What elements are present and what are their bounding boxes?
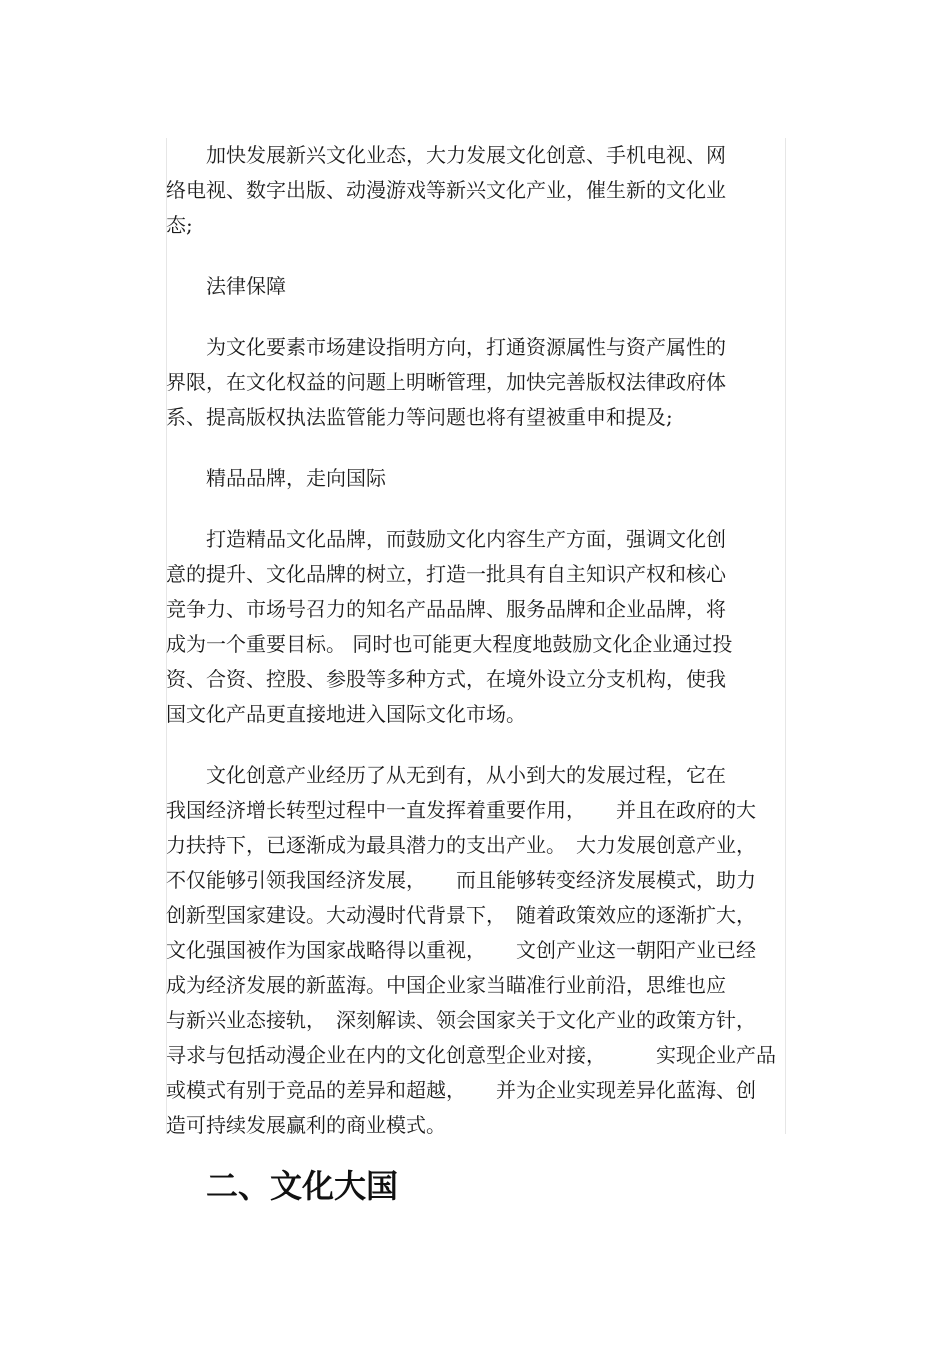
text-line: 我国经济增长转型过程中一直发挥着重要作用， 并且在政府的大	[166, 798, 756, 822]
text-line: 造可持续发展赢利的商业模式。	[166, 1113, 446, 1137]
text-line: 或模式有别于竞品的差异和超越， 并为企业实现差异化蓝海、创	[166, 1078, 756, 1102]
text-line: 寻求与包括动漫企业在内的文化创意型企业对接， 实现企业产品	[166, 1043, 776, 1067]
paragraph-creative-industry	[166, 758, 776, 1143]
text-line: 创新型国家建设。大动漫时代背景下， 随着政策效应的逐渐扩大，	[166, 903, 756, 927]
text-line: 态;	[166, 213, 193, 237]
right-margin-rule	[785, 138, 786, 1134]
section-heading: 二、文化大国	[206, 1167, 399, 1205]
text-line: 与新兴业态接轨， 深刻解读、领会国家关于文化产业的政策方针，	[166, 1008, 756, 1032]
text-line: 法律保障	[206, 274, 286, 298]
text-line: 为文化要素市场建设指明方向，打通资源属性与资产属性的	[206, 335, 726, 359]
paragraph-legal-protection	[166, 330, 776, 435]
text-line: 国文化产品更直接地进入国际文化市场。	[166, 702, 526, 726]
text-line: 界限，在文化权益的问题上明晰管理，加快完善版权法律政府体	[166, 370, 726, 394]
text-line: 文化强国被作为国家战略得以重视， 文创产业这一朝阳产业已经	[166, 938, 756, 962]
text-line: 意的提升、文化品牌的树立，打造一批具有自主知识产权和核心	[166, 562, 726, 586]
paragraph-new-business-forms	[166, 138, 776, 243]
text-line: 系、提高版权执法监管能力等问题也将有望被重申和提及;	[166, 405, 673, 429]
text-line: 打造精品文化品牌，而鼓励文化内容生产方面，强调文化创	[206, 527, 726, 551]
text-line: 竞争力、市场号召力的知名产品品牌、服务品牌和企业品牌，将	[166, 597, 726, 621]
text-line: 精品品牌，走向国际	[206, 466, 386, 490]
text-line: 加快发展新兴文化业态，大力发展文化创意、手机电视、网	[206, 143, 726, 167]
text-line: 络电视、数字出版、动漫游戏等新兴文化产业，催生新的文化业	[166, 178, 726, 202]
subheading-brand-international	[166, 461, 776, 496]
text-line: 成为经济发展的新蓝海。中国企业家当瞄准行业前沿，思维也应	[166, 973, 726, 997]
paragraph-brand-international	[166, 522, 776, 732]
body-text	[166, 138, 776, 1143]
text-line: 资、合资、控股、参股等多种方式，在境外设立分支机构，使我	[166, 667, 726, 691]
subheading-legal-protection	[166, 269, 776, 304]
text-line: 成为一个重要目标。 同时也可能更大程度地鼓励文化企业通过投	[166, 632, 733, 656]
text-line: 力扶持下，已逐渐成为最具潜力的支出产业。 大力发展创意产业，	[166, 833, 756, 857]
text-line: 文化创意产业经历了从无到有，从小到大的发展过程，它在	[206, 763, 726, 787]
text-line: 不仅能够引领我国经济发展， 而且能够转变经济发展模式，助力	[166, 868, 756, 892]
